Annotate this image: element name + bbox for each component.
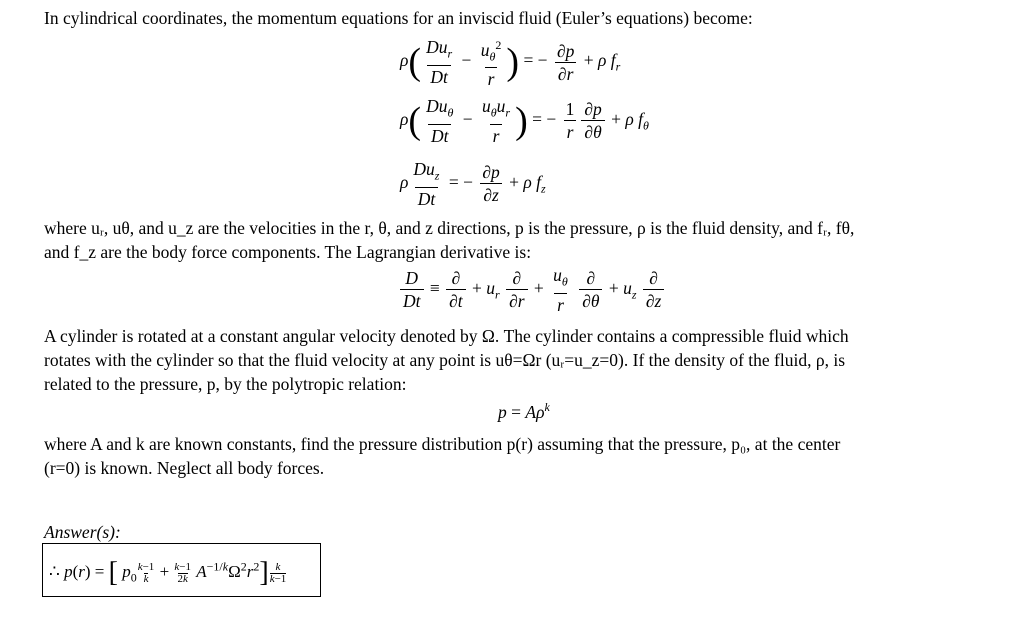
momentum-equation-theta: ρ( $\frac{Du_\theta}{Dt}$ − $\frac{u_\theta u_r}{r}$ ) = − $\frac{1}{r}$ $\frac{\partial p}{\partial\theta}$ + ρ $f_\theta$: [400, 96, 649, 146]
cylinder-line-1: A cylinder is rotated at a constant angular velocity denoted by Ω. The cylinder contains a compressible fluid which: [44, 326, 849, 346]
momentum-equation-r: ρ( $\frac{Du_r}{Dt}$ − $\frac{u_\theta^2}{r}$ ) = − $\frac{\partial p}{\partial r}$ + ρ $f_r$: [400, 37, 621, 90]
momentum-equation-z: ρ $\frac{Du_z}{Dt}$ = − $\frac{\partial p}{\partial z}$ + ρ $f_z$: [400, 159, 546, 209]
where-line-2: and f_z are the body force components. The Lagrangian derivative is:: [44, 242, 532, 262]
where-line-1: where uᵣ, uθ, and u_z are the velocities in the r, θ, and z directions, p is the pressure, ρ is the fluid density, and fᵣ, fθ,: [44, 218, 855, 238]
variables-description: [44, 216, 854, 264]
lagrangian-derivative: $\frac{D}{Dt}$ ≡ $\frac{\partial}{\partial t}$ + $u_r$ $\frac{\partial}{\partial r}$ + $\frac{u_\theta}{r}$ $\frac{\partial}{\partial\theta}$ + $u_z$ $\frac{\partial}{\partial z}$: [398, 264, 666, 316]
answer-expression: ∴ p(r) = [ $p_0$ $\frac{k-1}{k}$ + $\frac{k-1}{2k}$ $A^{-1/k}\Omega^2r^2$] $\frac{k}{k-1}$: [49, 557, 287, 588]
intro-text: [44, 6, 753, 30]
find-line-1: where A and k are known constants, find the pressure distribution p(r) assuming that the pressure, p₀, at the center: [44, 434, 841, 454]
answer-box: [42, 543, 321, 597]
cylinder-description: [44, 324, 849, 396]
find-line-2: (r=0) is known. Neglect all body forces.: [44, 458, 325, 478]
polytropic-relation: $p = A\rho^k$: [498, 400, 550, 422]
answer-label: Answer(s):: [44, 522, 121, 542]
task-description: [44, 432, 840, 480]
cylinder-line-3: related to the pressure, p, by the polytropic relation:: [44, 374, 407, 394]
cylinder-line-2: rotates with the cylinder so that the fluid velocity at any point is uθ=Ωr (uᵣ=u_z=0). If the density of the fluid, ρ, is: [44, 350, 846, 370]
intro-line: In cylindrical coordinates, the momentum equations for an inviscid fluid (Euler’s equations) become:: [44, 8, 753, 28]
